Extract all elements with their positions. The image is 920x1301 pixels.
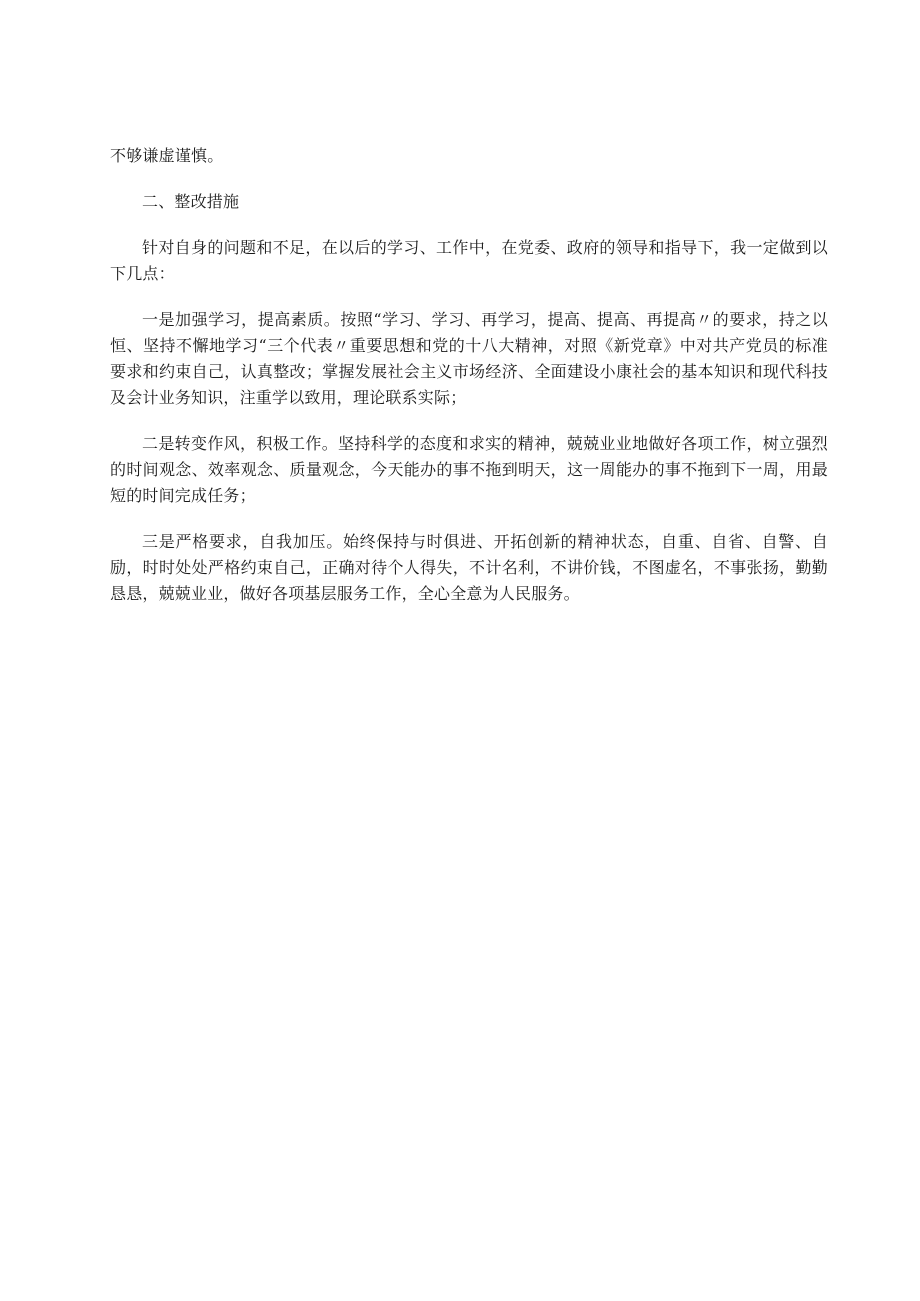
section-heading-rectification: 二、整改措施 — [142, 192, 240, 211]
paragraph-measure-study: 一是加强学习，提高素质。按照“学习、学习、再学习，提高、提高、再提高〃的要求，持之以恒、坚持不懈地学习“三个代表〃重要思想和党的十八大精神，对照《新党章》中对共产党员的标准要求和约束自己，认真整改；掌握发展社会主义市场经济、全面建设小康社会的基本知识和现代科技及会计业务知识，注重学以致用，理论联系实际； — [110, 310, 828, 407]
paragraph-measure-self-discipline: 三是严格要求，自我加压。始终保持与时俱进、开拓创新的精神状态，自重、自省、自警、自励，时时处处严格约束自己，正确对待个人得失，不计名利，不讲价钱，不图虚名，不事张扬，勤勤恳恳，兢兢业业，做好各项基层服务工作，全心全意为人民服务。 — [110, 532, 828, 603]
document-body — [110, 143, 828, 607]
paragraph-continuation: 不够谦虚谨慎。 — [110, 146, 224, 165]
paragraph-intro: 针对自身的问题和不足，在以后的学习、工作中，在党委、政府的领导和指导下，我一定做到以下几点： — [110, 238, 828, 283]
paragraph-measure-work-style: 二是转变作风，积极工作。坚持科学的态度和求实的精神，兢兢业业地做好各项工作，树立强烈的时间观念、效率观念、质量观念，今天能办的事不拖到明天，这一周能办的事不拖到下一周，用最短的时间完成任务； — [110, 434, 828, 505]
